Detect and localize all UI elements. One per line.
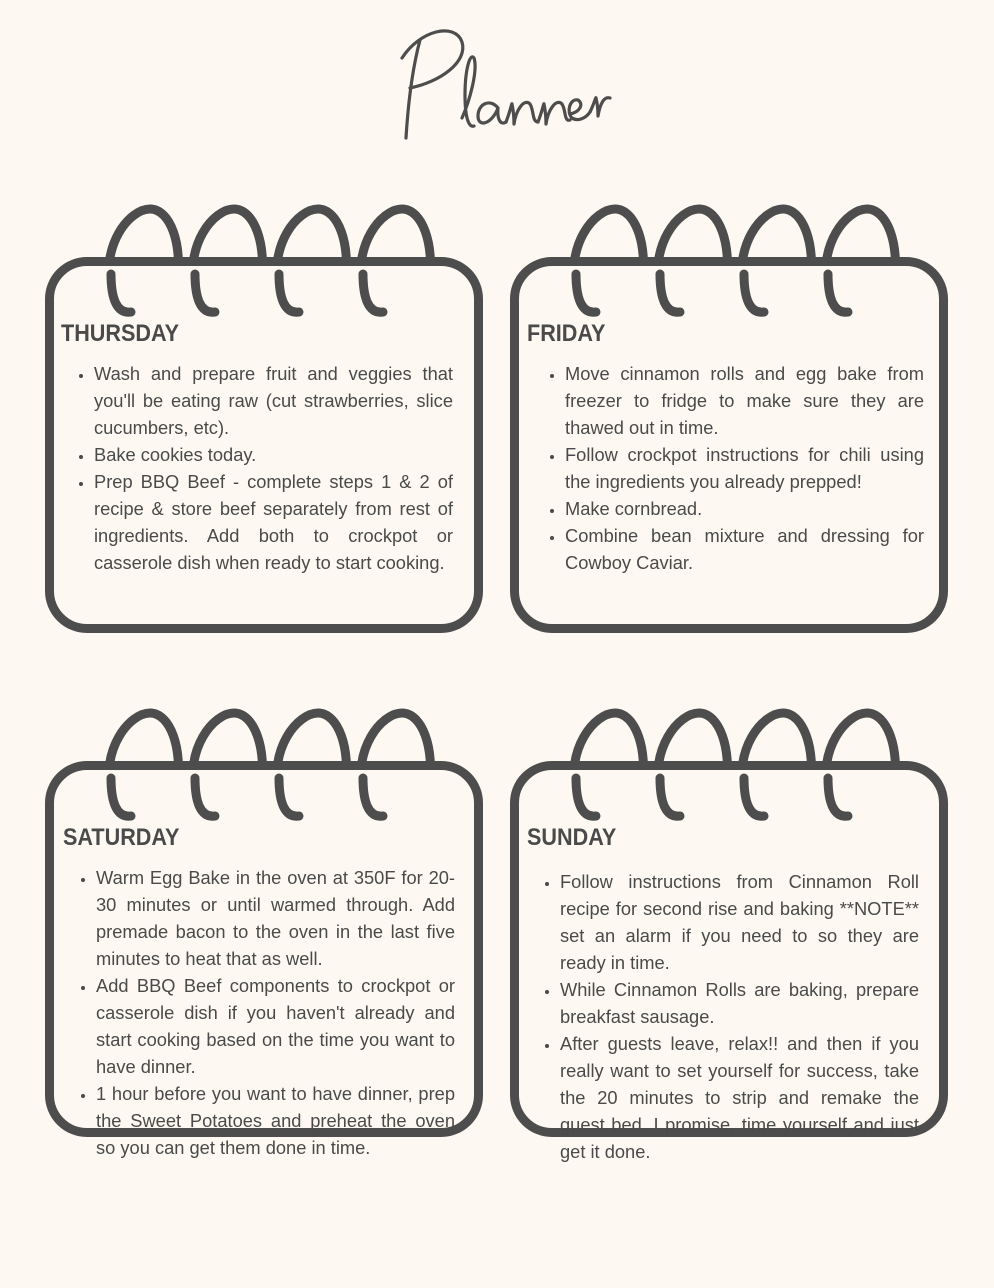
- list-item: • Make cornbread.: [565, 495, 924, 522]
- card-friday: [510, 204, 946, 637]
- task-list-saturday: [74, 864, 455, 1161]
- list-item: • Prep BBQ Beef - complete steps 1 & 2 of recipe & store beef separately from rest of ingredients. Add both to crockpot or casserole dish when ready to start cooking.: [94, 468, 453, 576]
- day-heading-saturday: SATURDAY: [63, 824, 180, 851]
- card-thursday: [45, 204, 481, 637]
- list-item: • Warm Egg Bake in the oven at 350F for 20-30 minutes or until warmed through. Add premade bacon to the oven in the last five minutes to heat that as well.: [96, 864, 455, 972]
- card-sunday: [510, 708, 946, 1162]
- page-title: [0, 0, 994, 180]
- list-item: • Move cinnamon rolls and egg bake from freezer to fridge to make sure they are thawed out in time.: [565, 360, 924, 441]
- list-item: • Wash and prepare fruit and veggies that you'll be eating raw (cut strawberries, slice cucumbers, etc).: [94, 360, 453, 441]
- day-heading-thursday: THURSDAY: [61, 320, 180, 347]
- task-list-thursday: [72, 360, 453, 576]
- list-item: • Add BBQ Beef components to crockpot or casserole dish if you haven't already and start cooking based on the time you want to have dinner.: [96, 972, 455, 1080]
- list-item: • Follow crockpot instructions for chili using the ingredients you already prepped!: [565, 441, 924, 495]
- list-item: • 1 hour before you want to have dinner, prep the Sweet Potatoes and preheat the oven so you can get them done in time.: [96, 1080, 455, 1161]
- list-item: • While Cinnamon Rolls are baking, prepare breakfast sausage.: [560, 976, 919, 1030]
- list-item: • Combine bean mixture and dressing for Cowboy Caviar.: [565, 522, 924, 576]
- list-item: • Bake cookies today.: [94, 441, 453, 468]
- day-heading-sunday: SUNDAY: [527, 824, 617, 851]
- task-list-friday: [543, 360, 924, 576]
- list-item: • After guests leave, relax!! and then if you really want to set yourself for success, take the 20 minutes to strip and remake the guest bed. I promise, time yourself and just get it done.: [560, 1030, 919, 1165]
- card-saturday: [45, 708, 481, 1158]
- planner-script-title: [0, 0, 994, 180]
- list-item: • Follow instructions from Cinnamon Roll recipe for second rise and baking **NOTE** set an alarm if you need to so they are ready in time.: [560, 868, 919, 976]
- task-list-sunday: [538, 868, 919, 1165]
- day-heading-friday: FRIDAY: [527, 320, 606, 347]
